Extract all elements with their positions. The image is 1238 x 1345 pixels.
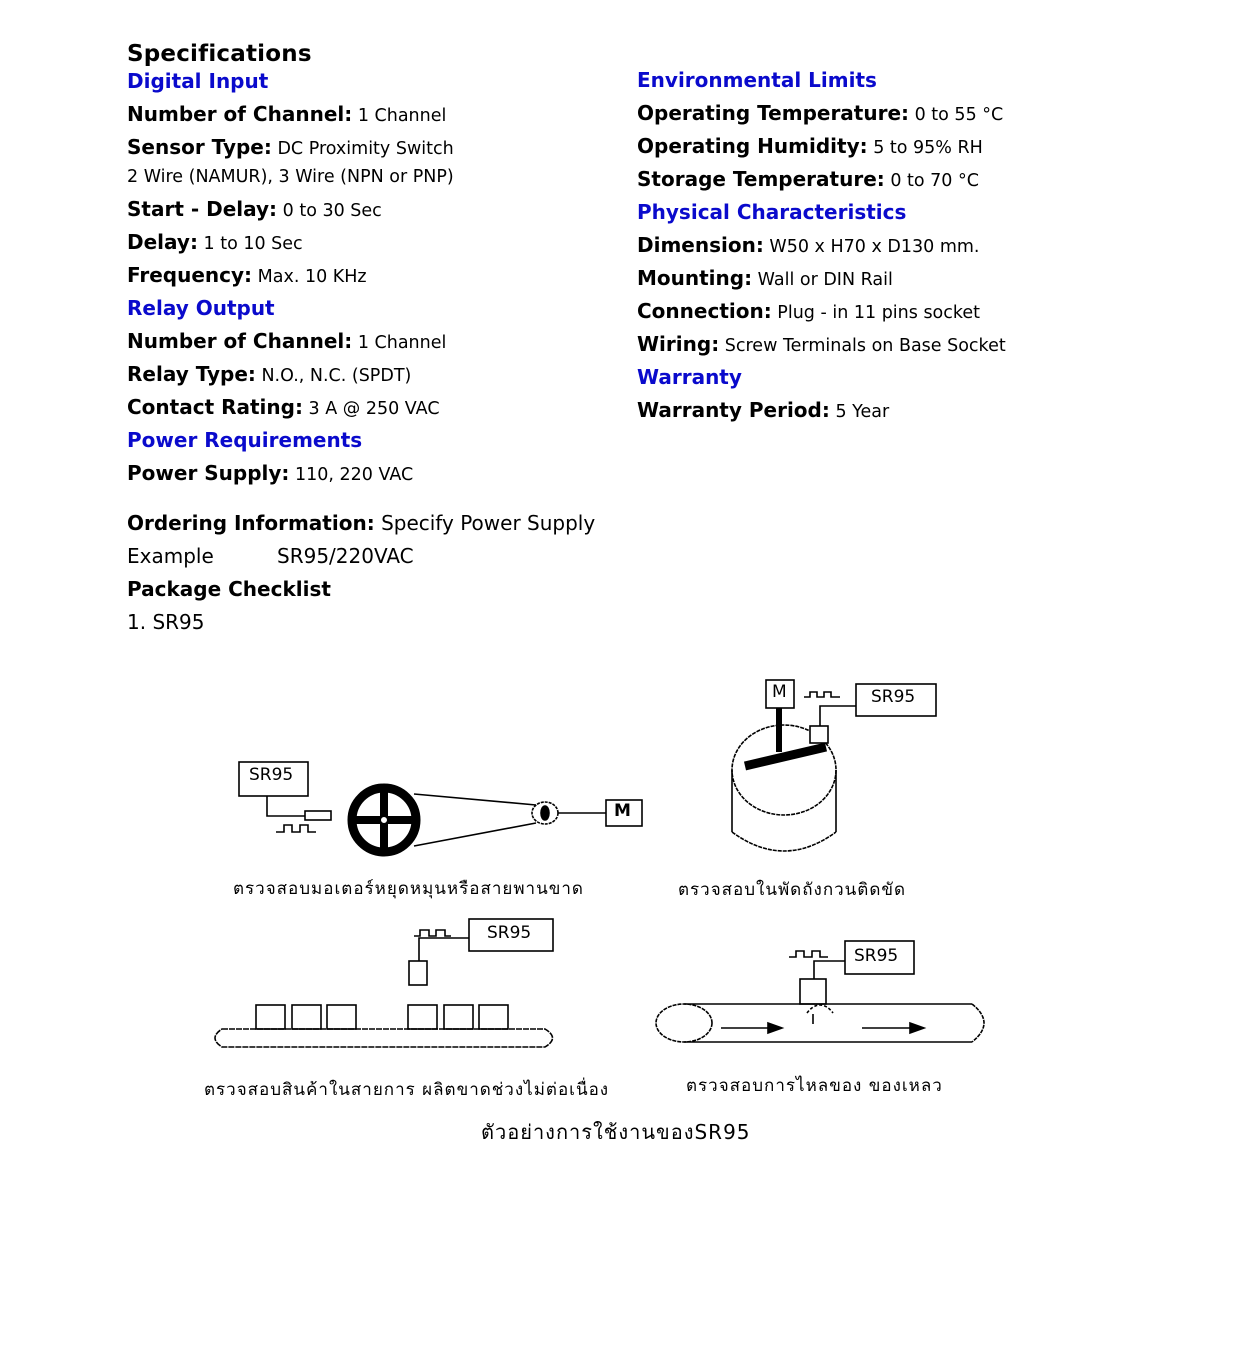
sr95-label-2: SR95	[871, 687, 916, 707]
caption-mixer: ตรวจสอบในพัดถังกวนติดขัด	[678, 880, 907, 900]
ordering-value: Specify Power Supply	[381, 511, 596, 535]
ordering-label: Ordering Information:	[127, 511, 375, 535]
belt-top	[414, 794, 536, 805]
caption-flow: ตรวจสอบการไหลของ ของเหลว	[686, 1076, 943, 1096]
spec-value: DC Proximity Switch	[277, 139, 454, 159]
spec-label: Power Supply:	[127, 461, 290, 485]
spec-label: Storage Temperature:	[637, 167, 885, 191]
spec-label: Operating Humidity:	[637, 134, 868, 158]
spec-label: Connection:	[637, 299, 772, 323]
spec-row	[127, 460, 627, 493]
spec-row	[637, 397, 1197, 430]
checklist-item-text: 1. SR95	[127, 610, 205, 634]
spec-row	[127, 328, 627, 361]
pipe-end	[656, 1004, 712, 1042]
left-sections	[127, 68, 627, 493]
checklist-item	[127, 609, 687, 642]
spec-row	[127, 196, 627, 229]
example-label: Example	[127, 544, 214, 568]
spec-value: 5 to 95% RH	[873, 138, 983, 158]
motor-label-1: M	[614, 801, 631, 821]
spec-value: 0 to 55 °C	[914, 105, 1004, 125]
section-heading: Power Requirements	[127, 428, 363, 452]
spec-row	[127, 394, 627, 427]
spec-label: Frequency:	[127, 263, 253, 287]
spec-label: Dimension:	[637, 233, 764, 257]
mixer-blade	[745, 747, 826, 766]
spec-value: W50 x H70 x D130 mm.	[769, 237, 980, 257]
spec-row	[637, 166, 1197, 199]
belt-bottom	[414, 823, 536, 846]
spec-label: Relay Type:	[127, 362, 256, 386]
product-box	[292, 1005, 321, 1029]
pulse-signal-icon-3	[414, 930, 451, 936]
right-sections	[637, 67, 1197, 430]
section-heading: Relay Output	[127, 296, 275, 320]
spec-row	[127, 134, 627, 167]
spec-row	[637, 331, 1197, 364]
spec-row	[127, 229, 627, 262]
belt-motor-diagram	[239, 762, 642, 852]
spec-value: 2 Wire (NAMUR), 3 Wire (NPN or PNP)	[127, 167, 454, 187]
spec-value: Max. 10 KHz	[257, 267, 367, 287]
spec-value: 0 to 70 °C	[890, 171, 979, 191]
product-box	[256, 1005, 285, 1029]
package-checklist-title-row	[127, 576, 687, 609]
sr95-label-3: SR95	[487, 923, 532, 943]
spec-row	[127, 361, 627, 394]
product-box	[327, 1005, 356, 1029]
spec-row	[637, 265, 1197, 298]
spec-value: 1 to 10 Sec	[203, 234, 303, 254]
specs-left-column	[127, 40, 627, 493]
proximity-sensor-4	[800, 979, 826, 1004]
proximity-sensor-2	[810, 726, 828, 743]
spec-value: Wall or DIN Rail	[757, 270, 893, 290]
spec-row	[637, 232, 1197, 265]
package-checklist-title: Package Checklist	[127, 577, 331, 601]
spec-label: Delay:	[127, 230, 198, 254]
spec-value: Screw Terminals on Base Socket	[724, 336, 1006, 356]
diagram-title: ตัวอย่างการใช้งานของSR95	[481, 1120, 751, 1144]
spec-row	[637, 100, 1197, 133]
specifications-title: Specifications	[127, 41, 312, 67]
section-heading: Physical Characteristics	[637, 200, 907, 224]
spec-row	[127, 101, 627, 134]
proximity-sensor-1	[305, 811, 331, 820]
caption-conveyor: ตรวจสอบสินค้าในสายการ ผลิตขาดช่วงไม่ต่อเนื่อง	[204, 1080, 610, 1100]
section-heading: Digital Input	[127, 69, 269, 93]
example-value: SR95/220VAC	[277, 544, 414, 568]
spec-label: Number of Channel:	[127, 329, 353, 353]
spec-value: 3 A @ 250 VAC	[308, 399, 440, 419]
product-box	[408, 1005, 437, 1029]
sensor-wire-1	[267, 796, 305, 816]
spec-value: 110, 220 VAC	[295, 465, 414, 485]
caption-belt: ตรวจสอบมอเตอร์หยุดหมุนหรือสายพานขาด	[233, 879, 584, 899]
proximity-sensor-3	[409, 961, 427, 985]
spec-label: Warranty Period:	[637, 398, 830, 422]
spec-label: Start - Delay:	[127, 197, 278, 221]
spec-value: N.O., N.C. (SPDT)	[261, 366, 412, 386]
pulse-signal-icon-4	[789, 951, 828, 957]
usage-diagram-drawing	[0, 660, 1238, 1160]
spec-label: Sensor Type:	[127, 135, 272, 159]
spec-row	[637, 298, 1197, 331]
product-box	[444, 1005, 473, 1029]
section-heading: Warranty	[637, 365, 742, 389]
section-heading: Environmental Limits	[637, 68, 877, 92]
spec-label: Operating Temperature:	[637, 101, 910, 125]
liquid-flow-diagram	[656, 941, 984, 1042]
spec-row	[127, 262, 627, 295]
usage-diagram	[0, 660, 1238, 1160]
conveyor-belt	[215, 1029, 553, 1047]
example-row	[127, 543, 687, 576]
spec-row	[127, 164, 627, 196]
pulse-signal-icon-2	[804, 692, 840, 697]
spec-value: 1 Channel	[357, 106, 447, 126]
spec-row	[637, 133, 1197, 166]
spec-label: Wiring:	[637, 332, 720, 356]
spec-value: Plug - in 11 pins socket	[777, 303, 981, 323]
spec-label: Mounting:	[637, 266, 753, 290]
spec-value: 1 Channel	[357, 333, 447, 353]
product-box	[479, 1005, 508, 1029]
motor-label-2: M	[772, 682, 787, 702]
specs-right-column	[637, 67, 1197, 430]
sr95-label-4: SR95	[854, 946, 899, 966]
ordering-information	[127, 510, 687, 642]
pulse-signal-icon-1	[276, 825, 316, 832]
spec-label: Number of Channel:	[127, 102, 353, 126]
ordering-row	[127, 510, 687, 543]
spec-value: 0 to 30 Sec	[282, 201, 382, 221]
sr95-label-1: SR95	[249, 765, 294, 785]
spec-label: Contact Rating:	[127, 395, 303, 419]
spec-value: 5 Year	[835, 402, 890, 422]
